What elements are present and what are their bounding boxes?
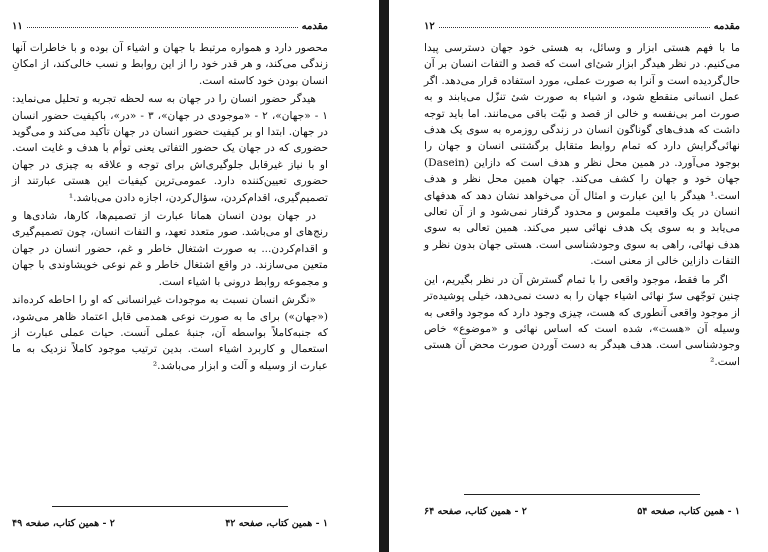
left-paragraph-1: محصور دارد و همواره مرتبط با جهان و اشیاء آن بوده و با خاطرات آنها زندگی می‌کند، و هر قدر خود را از این روابط و نسب خالی‌کند، از امکانِ انسان بودن خود کاسته است. — [12, 42, 328, 87]
right-footnote-rule — [464, 494, 700, 495]
left-running-header — [12, 16, 328, 32]
book-gutter — [379, 0, 389, 552]
left-footnote-rule — [52, 506, 288, 507]
left-footnote-1: ۱ - همین کتاب، صفحه ۴۲ — [225, 518, 328, 529]
right-page — [424, 10, 740, 542]
left-header-dots — [27, 27, 298, 28]
right-footnote-2: ۲ - همین کتاب، صفحه ۶۴ — [424, 506, 527, 517]
right-footnotes — [424, 506, 740, 517]
right-running-header — [424, 16, 740, 32]
right-paragraph-2: اگر ما فقط، موجود واقعی را با تمام گسترش آن در نظر بگیریم، این چنین توجّهی سرّ نهائی اشیاء جهان را به دست نمی‌دهد، خیلی پوشیده‌تر از موجود واقعی آنطوری که هست، چیزی وجود دارد که موجود واقعی به وسیله آن «هست»، شده است که اساس نهائی و «موضوع» خاص وجودشناسی است. هدف هیدگر به دست آوردن صورت محض آن هستی است.² — [424, 273, 740, 368]
left-body-text — [12, 40, 328, 376]
right-footnote-1: ۱ - همین کتاب، صفحه ۵۴ — [637, 506, 740, 517]
left-paragraph-4: «نگرش انسان نسبت به موجودات غیرانسانی که او را احاطه کرده‌اند («جهان») برای ما به صورت نوعی همدمی قابل اعتماد ظاهر می‌شود، که جنبه‌کاملاً بواسطه آن، جنبهٔ عملی آنست. حیات عملی عبارت از استعمال و کاربرد اشیاء است. بدین ترتیب موجود کاملاً نزدیک به ما عبارت از وسیله و آلت و ابزار می‌باشد.² — [12, 294, 328, 372]
right-paragraph-1: ما با فهم هستی ابزار و وسائل، به هستی خود جهان دسترسی پیدا می‌کنیم. در نظر هیدگر ابزار شئ‌ای است که قصد و التفات انسان بر آن حال‌گردیده است و آنرا به صورت عملی، مورد استفاده قرار می‌دهد. اگر عمل انسانی منقطع شود، و اشیاء به صورت شئ تنزّل می‌یابند و به صورت امر بی‌نفسه و خالی از قصد و نیّت باقی می‌مانند. اما باید توجه داشت که هدف‌های گوناگون انسان در زندگی روزمره به سوی یک هدف نهائی‌گرایش دارد که تمام روابط متقابل برگشتنی انسان و جهان را بوجود می‌آورد. در همین محل نظر و هدف است که دازاین (Dasein) جهان خود و جهان را کشف می‌کند. جهان همین محل نظر و هدف است.¹ هیدگر با این عبارت و امثال آن می‌خواهد نشان دهد که هدفهای انسان در یک واقعیت ملموس و محدود گرفتار نمی‌شود و از آن تعالی می‌یابد و به سوی یک هدف نهائی سیر می‌کند. همین تعالی به سوی هدف نهائی، راهی به سوی وجودشناسی است. هستی جهان بدون نظر و التفات دازاین خالی از معنی است. — [424, 42, 740, 268]
right-header-dots — [439, 27, 710, 28]
left-page-number: ۱۱ — [12, 21, 23, 32]
right-header-title: مقدمه — [713, 21, 740, 32]
left-page — [12, 10, 328, 542]
left-footnote-2: ۲ - همین کتاب، صفحه ۴۹ — [12, 518, 115, 529]
right-page-number: ۱۲ — [424, 21, 435, 32]
right-body-text — [424, 40, 740, 372]
left-header-title: مقدمه — [301, 21, 328, 32]
left-paragraph-3: در جهان بودن انسان همانا عبارت از تصمیم‌ها، کارها، شادی‌ها و رنج‌های او می‌باشد. صور متعدد تعهد، و التفات انسان، چون تصمیم‌گیری و اقدام‌کردن... به صورت اشتغال خاطر و غم، حضور انسان در جهان متعین می‌سازند. در واقع اشتغال خاطر و غم نوعی خویشاوندی با جهان و مجموعه روابط درونی با اشیاء است. — [12, 210, 328, 288]
left-paragraph-2: هیدگر حضور انسان را در جهان به سه لحظه تجربه و تحلیل می‌نماید: ۱ - «جهان»، ۲ - «موجودی در جهان»، ۳ - «در»، باکیفیت حضور انسان در جهان. ابتدا او بر کیفیت حضور انسان در جهان تأکید می‌کند و می‌گوید حضوری که در جهان یک حضور التفاتی یعنی توأم با هدف و غایت است. او با نیاز غیرقابل جلوگیری‌اش برای توجه و علاقه به چیزی در جهان حضوری تعیین‌کننده دارد. عمومی‌ترین کیفیات این هستی عبارتند از تصمیم‌گیری، اقدام‌کردن، سؤال‌کردن، اجازه دادن می‌باشد.¹ — [12, 93, 328, 204]
left-footnotes — [12, 518, 328, 529]
